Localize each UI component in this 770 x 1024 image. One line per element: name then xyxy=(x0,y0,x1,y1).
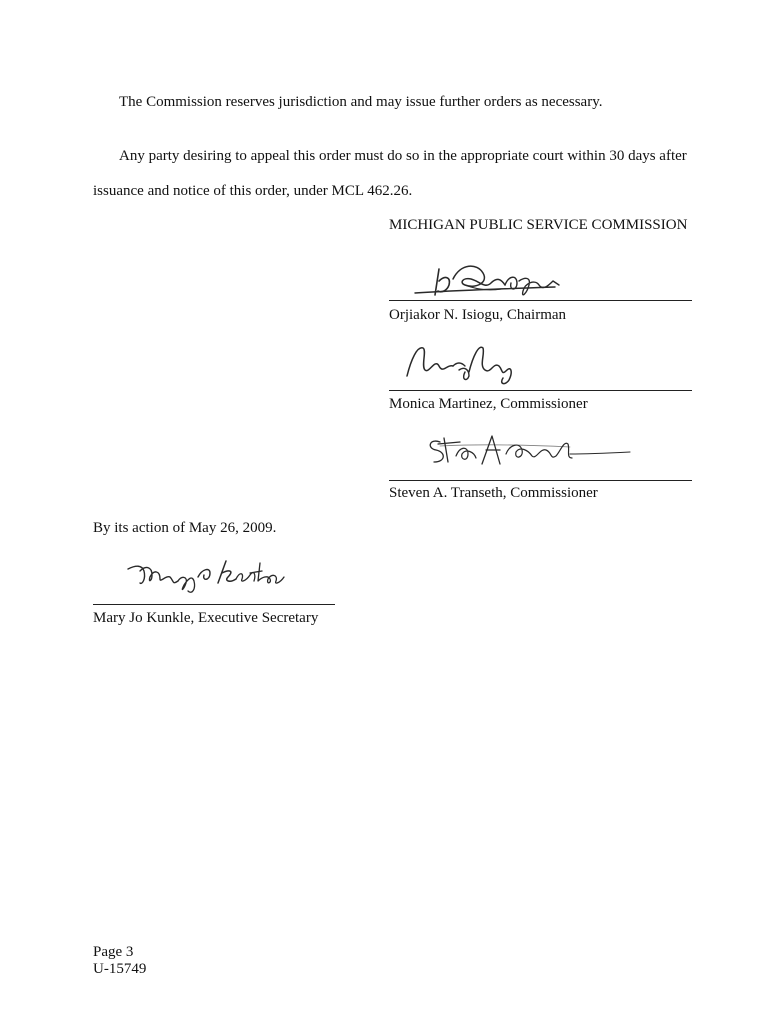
secretary-signature-line xyxy=(93,604,335,605)
chairman-name: Orjiakor N. Isiogu, Chairman xyxy=(389,307,567,323)
transeth-signature-line xyxy=(389,480,692,481)
commission-heading: MICHIGAN PUBLIC SERVICE COMMISSION xyxy=(389,217,688,233)
martinez-name: Monica Martinez, Commissioner xyxy=(389,396,588,412)
transeth-signature xyxy=(420,428,640,473)
martinez-signature-line xyxy=(389,390,692,391)
martinez-signature xyxy=(395,336,525,391)
secretary-name: Mary Jo Kunkle, Executive Secretary xyxy=(93,610,319,626)
chairman-signature-line xyxy=(389,300,692,301)
appeal-paragraph-line-2: issuance and notice of this order, under MCL 462.26. xyxy=(93,183,413,199)
secretary-signature xyxy=(122,553,292,598)
case-number: U-15749 xyxy=(93,961,147,977)
transeth-name: Steven A. Transeth, Commissioner xyxy=(389,485,598,501)
action-date-text: By its action of May 26, 2009. xyxy=(93,520,277,536)
appeal-paragraph-line-1: Any party desiring to appeal this order must do so in the appropriate court within 30 days after xyxy=(119,148,687,164)
page-number: Page 3 xyxy=(93,944,134,960)
jurisdiction-paragraph: The Commission reserves jurisdiction and may issue further orders as necessary. xyxy=(119,94,603,110)
chairman-signature xyxy=(405,255,605,305)
